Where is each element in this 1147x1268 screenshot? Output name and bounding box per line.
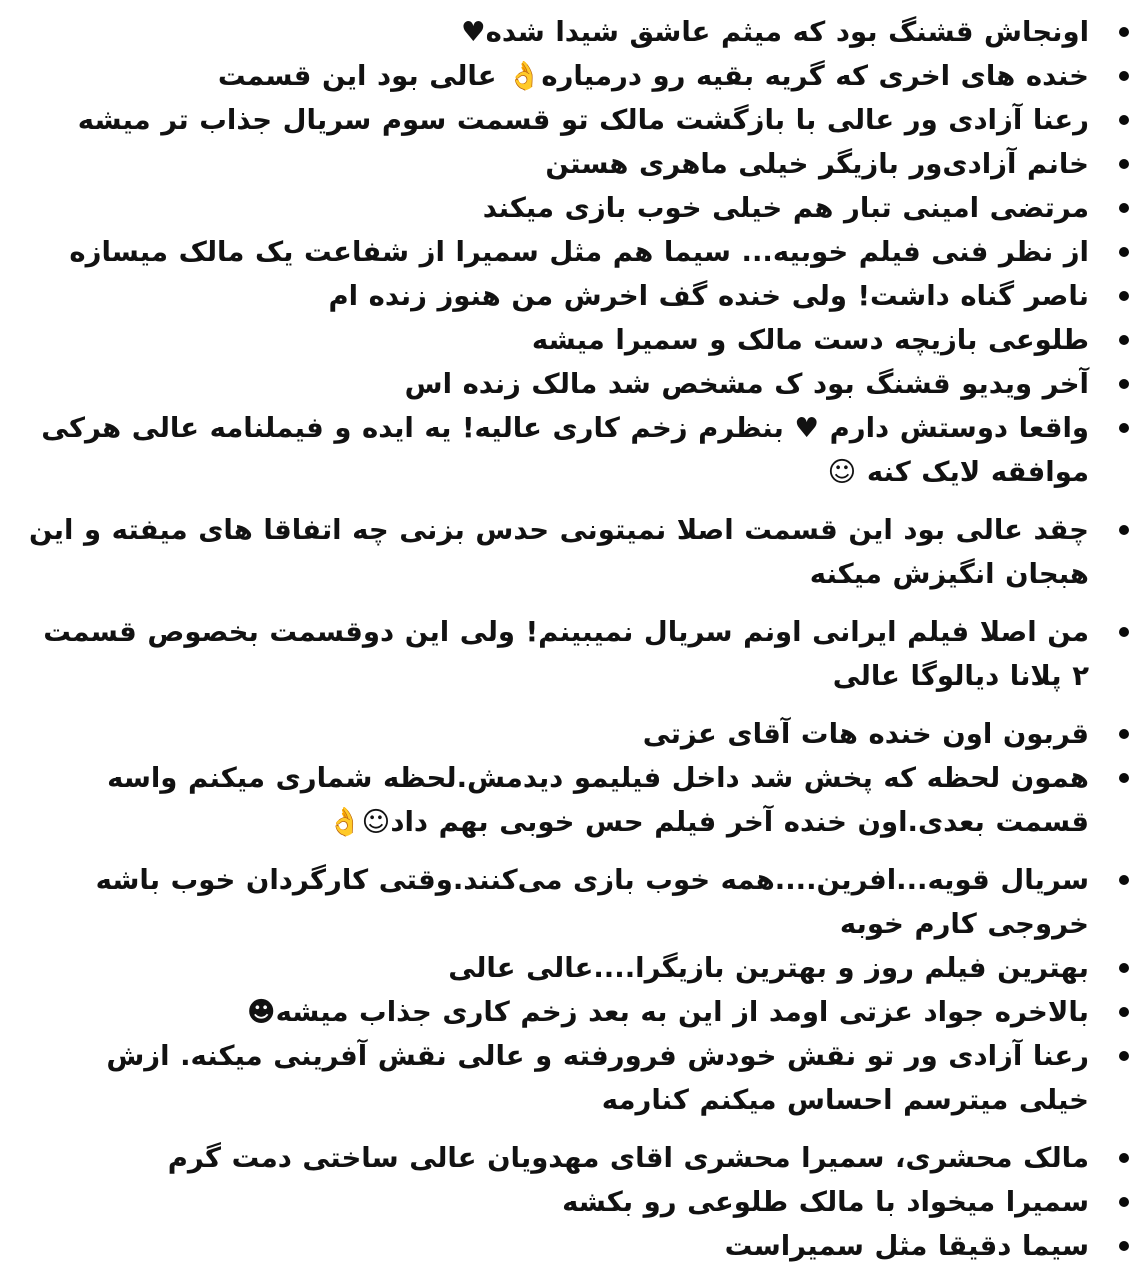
comment-item bbox=[10, 1180, 1147, 1224]
comment-item bbox=[10, 186, 1147, 230]
comment-item bbox=[10, 230, 1147, 274]
comment-item bbox=[10, 756, 1147, 844]
comment-text: قربون اون خنده هات آقای عزتی bbox=[642, 718, 1089, 750]
comment-item bbox=[10, 362, 1147, 406]
comment-item bbox=[10, 274, 1147, 318]
comment-text: مرتضی امینی تبار هم خیلی خوب بازی میکند bbox=[482, 192, 1089, 224]
comment-text: سیما دقیقا مثل سمیراست bbox=[724, 1230, 1089, 1262]
comment-text: بالاخره جواد عزتی اومد از این به بعد زخم کاری جذاب میشه☻ bbox=[246, 996, 1089, 1028]
comment-item bbox=[10, 990, 1147, 1034]
comment-item bbox=[10, 946, 1147, 990]
comment-text: واقعا دوستش دارم ♥ بنظرم زخم کاری عالیه! یه ایده و فیملنامه عالی هرکی موافقه لایک کنه ☺ bbox=[41, 412, 1089, 488]
comment-text: طلوعی بازیچه دست مالک و سمیرا میشه bbox=[531, 324, 1089, 356]
comment-text: بهترین فیلم روز و بهترین بازیگرا....عالی عالی bbox=[448, 952, 1089, 984]
comment-text: آخر ویدیو قشنگ بود ک مشخص شد مالک زنده اس bbox=[404, 368, 1089, 400]
comment-text: سمیرا میخواد با مالک طلوعی رو بکشه bbox=[562, 1186, 1089, 1218]
comment-item bbox=[10, 1034, 1147, 1122]
comment-item bbox=[10, 508, 1147, 596]
comment-item bbox=[10, 1224, 1147, 1268]
comment-item bbox=[10, 98, 1147, 142]
comment-text: مالک محشری، سمیرا محشری اقای مهدویان عالی ساختی دمت گرم bbox=[167, 1142, 1089, 1174]
comment-text: اونجاش قشنگ بود که میثم عاشق شیدا شده♥ bbox=[460, 16, 1089, 48]
comment-text: سریال قویه...افرین....همه خوب بازی می‌کنند.وقتی کارگردان خوب باشه خروجی کارم خوبه bbox=[95, 864, 1089, 940]
comment-text: همون لحظه که پخش شد داخل فیلیمو دیدمش.لحظه شماری میکنم واسه قسمت بعدی.اون خنده آخر فیلم حس خوبی بهم داد☺👌 bbox=[107, 762, 1089, 838]
comment-text: رعنا آزادی ور تو نقش خودش فرورفته و عالی نقش آفرینی میکنه. ازش خیلی میترسم احساس میکنم کنارمه bbox=[106, 1040, 1089, 1116]
comment-item bbox=[10, 54, 1147, 98]
comment-text: خنده های اخری که گریه بقیه رو درمیاره👌 عالی بود این قسمت bbox=[217, 60, 1089, 92]
comment-text: خانم آزادی‌ور بازیگر خیلی ماهری هستن bbox=[545, 148, 1089, 180]
comment-text: از نظر فنی فیلم خوبیه... سیما هم مثل سمیرا از شفاعت یک مالک میسازه bbox=[69, 236, 1089, 268]
comment-item bbox=[10, 712, 1147, 756]
comment-text: من اصلا فیلم ایرانی اونم سریال نمیبینم! ولی این دوقسمت بخصوص قسمت ۲ پلانا دیالوگا عالی bbox=[43, 616, 1089, 692]
comment-item bbox=[10, 610, 1147, 698]
comment-item bbox=[10, 858, 1147, 946]
comment-item bbox=[10, 318, 1147, 362]
comment-text: رعنا آزادی ور عالی با بازگشت مالک تو قسمت سوم سریال جذاب تر میشه bbox=[77, 104, 1089, 136]
comment-item bbox=[10, 142, 1147, 186]
comment-item bbox=[10, 406, 1147, 494]
comment-item bbox=[10, 1136, 1147, 1180]
comment-text: ناصر گناه داشت! ولی خنده گف اخرش من هنوز زنده ام bbox=[328, 280, 1089, 312]
comment-text: چقد عالی بود این قسمت اصلا نمیتونی حدس بزنی چه اتفاقا های میفته و این هبجان انگیزش میکنه bbox=[28, 514, 1089, 590]
comment-item bbox=[10, 10, 1147, 54]
